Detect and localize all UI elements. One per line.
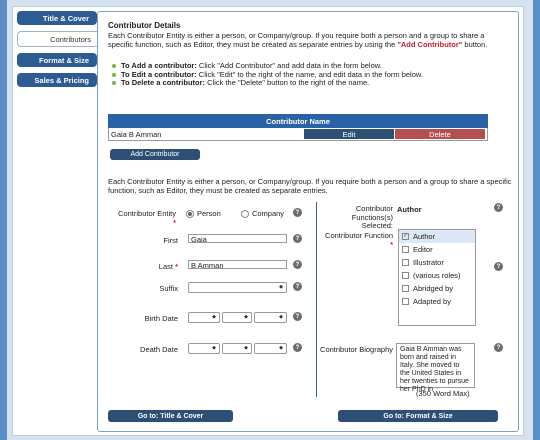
intro-text [108, 31, 510, 49]
function-option-various[interactable] [399, 269, 475, 282]
checkbox-icon [402, 272, 409, 279]
death-year-select[interactable] [254, 343, 287, 354]
instruction-list [112, 62, 423, 88]
option-label: Author [413, 232, 436, 241]
intro-highlight: "Add Contributor" [397, 40, 463, 49]
person-label: Person [197, 209, 221, 218]
instruction-add-bold: To Add a contributor: [121, 61, 197, 70]
option-label: Illustrator [413, 258, 444, 267]
required-marker: * [172, 262, 178, 271]
option-label: Adapted by [413, 297, 451, 306]
instruction-edit-bold: To Edit a contributor: [121, 69, 197, 79]
biography-label: Contributor Biography [320, 345, 393, 354]
required-marker: * [390, 240, 393, 249]
bullet-icon [112, 64, 116, 68]
entity-label-text: Contributor Entity [118, 209, 176, 218]
help-icon[interactable]: ? [293, 282, 302, 291]
checkbox-icon [402, 285, 409, 292]
help-icon[interactable]: ? [494, 343, 503, 352]
tab-title-cover[interactable]: Title & Cover [17, 11, 97, 25]
delete-button[interactable]: Delete [395, 129, 485, 139]
birth-year-select[interactable] [254, 312, 287, 323]
entity-label [108, 209, 176, 227]
required-marker: * [173, 218, 176, 227]
contributor-table [108, 114, 488, 141]
right-border-stripe [533, 0, 540, 440]
checkbox-icon [402, 246, 409, 253]
biography-textarea[interactable]: Gaia B Amman was born and raised in Italy. She moved to the United States in her twenties to pursue her PhD in [396, 343, 475, 388]
checkbox-checked-icon: ✓ [403, 233, 408, 239]
form-intro-text: Each Contributor Entity is either a person, or Company/group. If you require both a person and a group to share a specific function, such as Editor, they must be created as separate entries. [108, 177, 512, 195]
person-radio[interactable] [186, 210, 194, 218]
last-label-text: Last [158, 262, 173, 271]
death-day-select[interactable] [222, 343, 252, 354]
contributor-name: Gaia B Amman [111, 130, 162, 139]
bullet-icon [112, 73, 116, 77]
function-option-illustrator[interactable] [399, 256, 475, 269]
help-icon[interactable]: ? [293, 260, 302, 269]
functions-selected-label: Contributor Functions(s) Selected: [351, 204, 393, 230]
suffix-select[interactable] [188, 282, 287, 293]
function-label-text: Contributor Function [325, 231, 393, 240]
option-label: (various roles) [413, 271, 461, 280]
help-icon[interactable]: ? [293, 208, 302, 217]
goto-title-cover-button[interactable]: Go to: Title & Cover [108, 410, 233, 422]
help-icon[interactable]: ? [293, 234, 302, 243]
birth-day-select[interactable] [222, 312, 252, 323]
function-option-abridged[interactable] [399, 282, 475, 295]
section-title: Contributor Details [108, 21, 181, 30]
function-option-author[interactable] [399, 230, 475, 243]
intro-pre: Each Contributor Entity is either a person, or Company/group. If you require both a person and a group to share a specific function, such as Editor, they must be created as separate entries by using the [108, 31, 485, 49]
tab-format-size[interactable]: Format & Size [17, 53, 97, 67]
first-label: First [163, 236, 178, 245]
instruction-delete [112, 79, 423, 88]
company-label: Company [251, 209, 285, 218]
function-multiselect[interactable] [398, 229, 476, 326]
word-max-note: (350 Word Max) [416, 389, 470, 398]
help-icon[interactable]: ? [494, 262, 503, 271]
bullet-icon [112, 81, 116, 85]
death-date-label: Death Date [140, 345, 178, 354]
functions-selected-value: Author [397, 205, 422, 214]
last-name-input[interactable]: B Amman [188, 260, 287, 269]
function-option-adapted[interactable] [399, 295, 475, 308]
birth-month-select[interactable] [188, 312, 220, 323]
function-option-editor[interactable] [399, 243, 475, 256]
content-panel [12, 6, 524, 436]
left-border-stripe [0, 0, 7, 440]
add-contributor-button[interactable]: Add Contributor [110, 149, 200, 160]
death-month-select[interactable] [188, 343, 220, 354]
table-row [108, 128, 488, 141]
help-icon[interactable]: ? [494, 203, 503, 212]
help-icon[interactable]: ? [293, 343, 302, 352]
instruction-delete-text: Click the "Delete" button to the right of the name. [205, 78, 370, 87]
function-label [318, 231, 393, 249]
intro-post: button. [462, 40, 488, 49]
instruction-delete-bold: To Delete a contributor: [121, 78, 206, 87]
column-divider [316, 202, 317, 397]
birth-date-label: Birth Date [144, 314, 178, 323]
sidebar-tabs [17, 11, 97, 93]
help-icon[interactable]: ? [293, 312, 302, 321]
company-radio[interactable] [241, 210, 249, 218]
instruction-edit-text: Click "Edit" to the right of the name, and edit data in the form below. [196, 69, 423, 79]
last-label [138, 262, 178, 271]
option-label: Editor [413, 245, 433, 254]
contributors-main [97, 11, 519, 432]
tab-sales-pricing[interactable]: Sales & Pricing [17, 73, 97, 87]
entity-radio-group [186, 209, 284, 218]
suffix-label: Suffix [159, 284, 178, 293]
option-label: Abridged by [413, 284, 454, 293]
first-name-input[interactable]: Gaia [188, 234, 287, 243]
table-header: Contributor Name [108, 114, 488, 128]
goto-format-size-button[interactable]: Go to: Format & Size [338, 410, 498, 422]
edit-button[interactable]: Edit [304, 129, 394, 139]
tab-contributors[interactable]: Contributors [17, 31, 99, 47]
instruction-add-text: Click "Add Contributor" and add data in the form below. [196, 61, 382, 70]
checkbox-icon [402, 298, 409, 305]
checkbox-icon [402, 259, 409, 266]
